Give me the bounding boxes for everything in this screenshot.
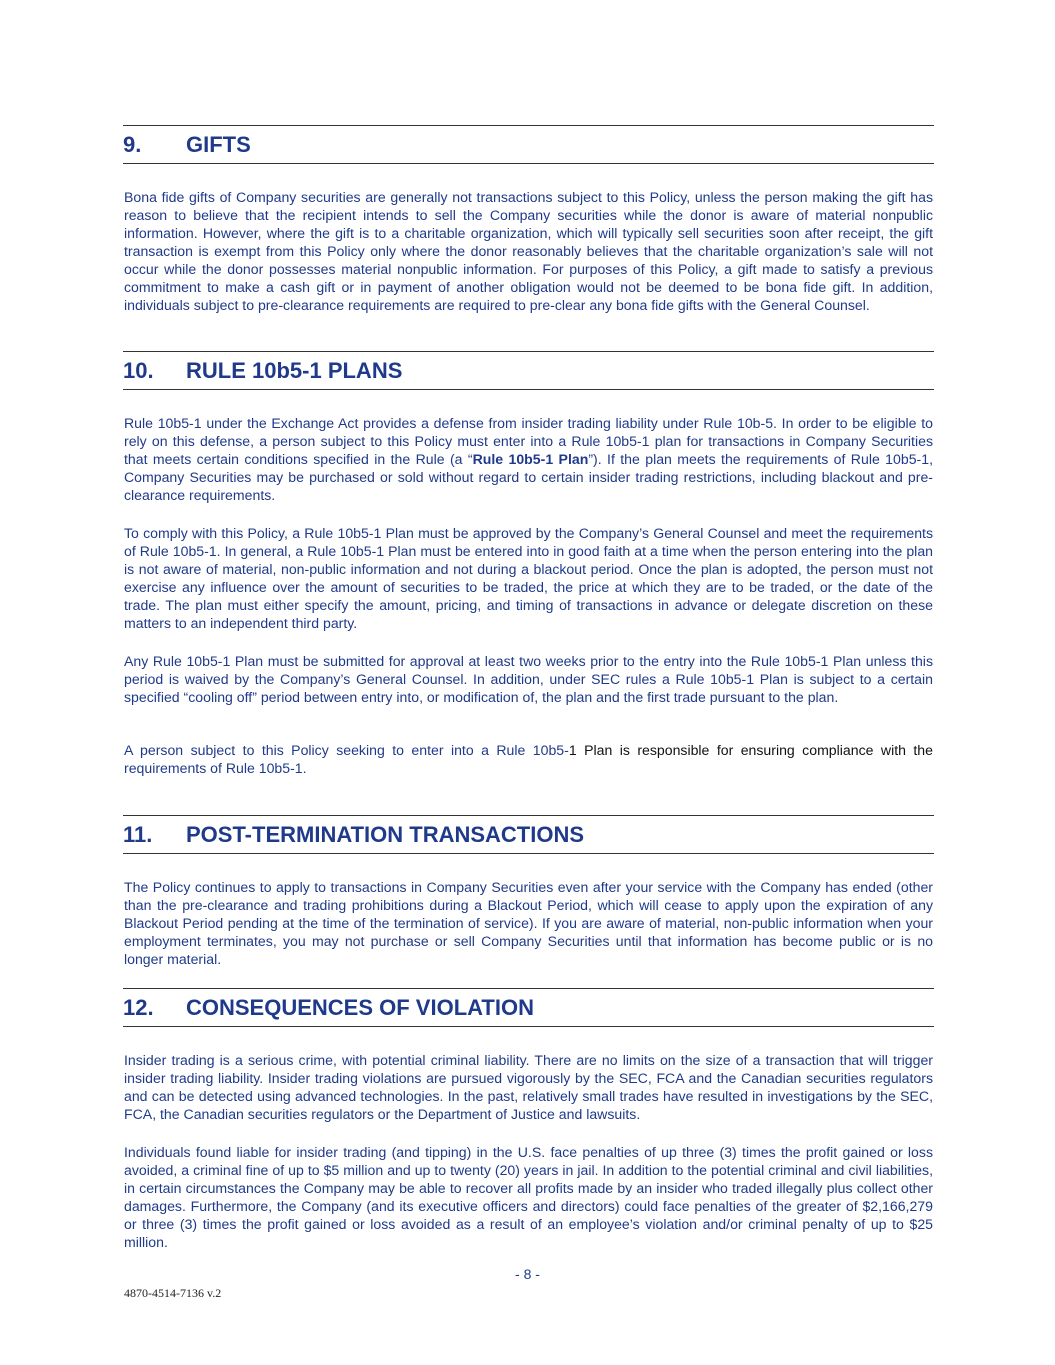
section-heading-gifts: [123, 125, 934, 164]
document-id: 4870-4514-7136 v.2: [124, 1286, 222, 1300]
rule-10b5-1-paragraph-1: [124, 414, 933, 504]
section-number: 11.: [123, 821, 153, 847]
gifts-paragraph: Bona fide gifts of Company securities are generally not transactions subject to this Policy, unless the person making the gift has reason to believe that the recipient intends to sell the Company securities while the donor is aware of material nonpublic information. However, where the gift is to a charitable organization, which will typically sell securities soon after receipt, the gift transaction is exempt from this Policy only where the donor reasonably believes that the charitable organization’s sale will not occur while the donor possesses material nonpublic information. For purposes of this Policy, a gift made to satisfy a previous commitment to make a cash gift or in payment of another obligation would not be deemed to be bona fide gift. In addition, individuals subject to pre-clearance requirements are required to pre-clear any bona fide gifts with the General Counsel.: [124, 189, 933, 313]
paragraph-text: 1 Plan is responsible for ensuring compliance with the: [568, 742, 933, 758]
rule-10b5-1-paragraph-2: To comply with this Policy, a Rule 10b5-1 Plan must be approved by the Company’s General Counsel and meet the requirements of Rule 10b5-1. In general, a Rule 10b5-1 Plan must be entered into in good faith at a time when the person entering into the plan is not aware of material, non-public information and not during a blackout period. Once the plan is adopted, the person must not exercise any influence over the amount of securities to be traded, the price at which they are to be traded, or the date of the trade. The plan must either specify the amount, pricing, and timing of transactions in advance or delegate discretion on these matters to an independent third party.: [124, 525, 933, 631]
page-number: - 8 -: [515, 1266, 540, 1282]
section-heading-consequences: [123, 988, 934, 1027]
section-number: 12.: [123, 994, 154, 1020]
paragraph-text: ”). If the plan meets the requirements of Rule 10b5-1, Company Securities may be purchased or sold without regard to certain insider trading restrictions, including blackout and pre-clearance requirements.: [124, 451, 933, 503]
paragraph-text: A person subject to this Policy seeking to enter into a Rule 10b5-: [124, 742, 569, 758]
rule-10b5-1-paragraph-3: Any Rule 10b5-1 Plan must be submitted for approval at least two weeks prior to the entry into the Rule 10b5-1 Plan unless this period is waived by the Company’s General Counsel. In addition, under SEC rules a Rule 10b5-1 Plan is subject to a certain specified “cooling off” period between entry into, or modification of, the plan and the first trade pursuant to the plan.: [124, 653, 933, 705]
defined-term: Rule 10b5-1 Plan: [472, 451, 589, 467]
paragraph-text: Rule 10b5-1 under the Exchange Act provides a defense from insider trading liability under Rule 10b-5. In order to be eligible to rely on this defense, a person subject to this Policy must enter into a Rule 10b5-1 plan for transactions in Company Securities that meets certain conditions specified in the Rule (a “: [124, 415, 933, 467]
consequences-paragraph-1: Insider trading is a serious crime, with potential criminal liability. There are no limits on the size of a transaction that will trigger insider trading liability. Insider trading violations are pursued vigorously by the SEC, FCA and the Canadian securities regulators and can be detected using advanced technologies. In the past, relatively small trades have resulted in investigations by the SEC, FCA, the Canadian securities regulators or the Department of Justice and lawsuits.: [124, 1052, 933, 1122]
consequences-paragraph-2: Individuals found liable for insider trading (and tipping) in the U.S. face penalties of up three (3) times the profit gained or loss avoided, a criminal fine of up to $5 million and up to twenty (20) years in jail. In addition to the potential criminal and civil liabilities, in certain circumstances the Company may be able to recover all profits made by an insider who traded illegally plus collect other damages. Furthermore, the Company (and its executive officers and directors) could face penalties of the greater of $2,166,279 or three (3) times the profit gained or loss avoided as a result of an employee’s violation and/or criminal penalty of up to $25 million.: [124, 1144, 933, 1250]
section-title: POST-TERMINATION TRANSACTIONS: [186, 821, 585, 847]
section-number: 10.: [123, 357, 154, 383]
section-number: 9.: [123, 131, 142, 157]
section-title: RULE 10b5-1 PLANS: [186, 357, 403, 383]
rule-10b5-1-paragraph-4: [124, 741, 933, 777]
section-title: CONSEQUENCES OF VIOLATION: [186, 994, 534, 1020]
section-heading-rule-10b5-1-plans: [123, 351, 934, 390]
section-heading-post-termination: [123, 815, 934, 854]
post-termination-paragraph: The Policy continues to apply to transactions in Company Securities even after your service with the Company has ended (other than the pre-clearance and trading prohibitions during a Blackout Period, which will cease to apply upon the expiration of any Blackout Period pending at the time of the termination of service). If you are aware of material, non-public information when your employment terminates, you may not purchase or sell Company Securities until that information has become public or is no longer material.: [124, 879, 933, 967]
section-title: GIFTS: [186, 131, 251, 157]
paragraph-text: requirements of Rule 10b5-1.: [124, 760, 307, 776]
